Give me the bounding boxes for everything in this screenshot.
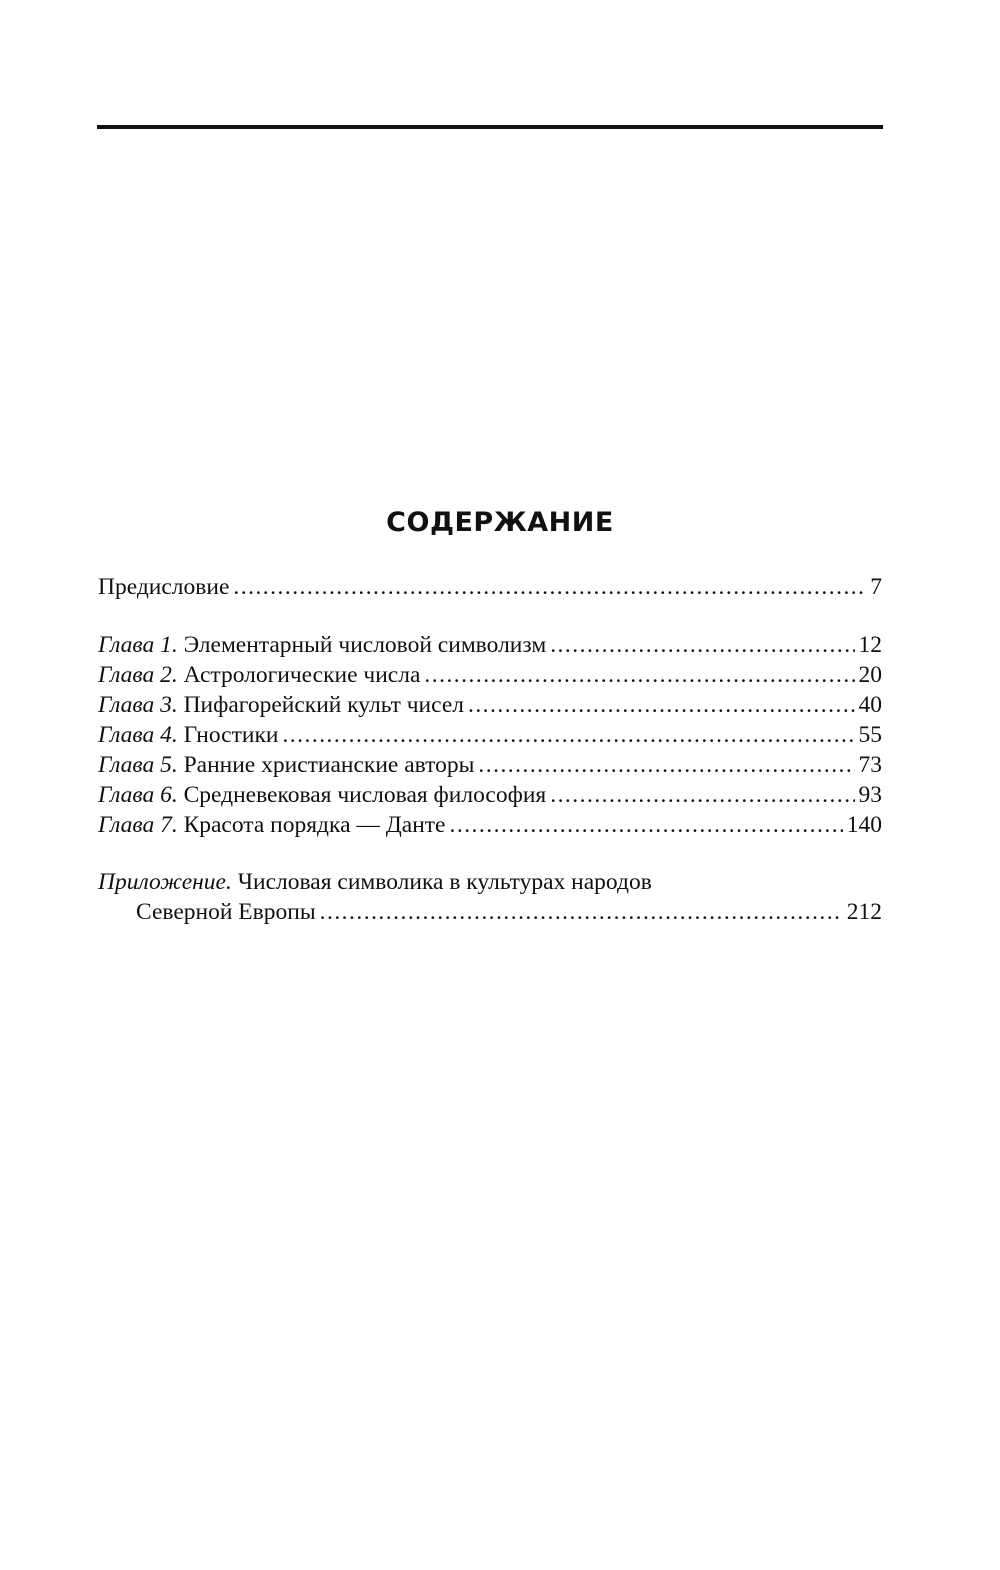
dot-leader (233, 572, 866, 602)
chapter-title: Элементарный числовой символизм (183, 632, 547, 658)
toc-page-number: 55 (858, 722, 882, 748)
toc-entry-label: Предисловие (98, 574, 230, 600)
toc-page-number: 40 (858, 692, 882, 718)
chapter-prefix: Глава 3. (98, 692, 178, 718)
page-title: СОДЕРЖАНИЕ (386, 507, 614, 538)
toc-page-number: 140 (846, 812, 882, 838)
dot-leader (468, 690, 855, 720)
toc-entry-chapter-7[interactable] (98, 810, 882, 840)
toc-entry-preface[interactable] (98, 572, 882, 602)
dot-leader (424, 660, 854, 690)
chapter-title: Гностики (183, 722, 279, 748)
toc-entry-chapter-1[interactable] (98, 630, 882, 660)
toc-entry-chapter-3[interactable] (98, 690, 882, 720)
chapter-prefix: Глава 5. (98, 752, 178, 778)
toc-page-number: 20 (858, 662, 882, 688)
toc-entry-chapter-2[interactable] (98, 660, 882, 690)
dot-leader (550, 630, 854, 660)
toc-page-number: 12 (858, 632, 882, 658)
toc-entry-chapter-5[interactable] (98, 750, 882, 780)
top-rule (97, 125, 883, 129)
chapter-title: Астрологические числа (183, 662, 421, 688)
chapter-title: Средневековая числовая философия (183, 782, 547, 808)
toc-entry-chapter-6[interactable] (98, 780, 882, 810)
table-of-contents (98, 572, 882, 927)
appendix-prefix: Приложение. (98, 869, 232, 895)
appendix-title-line1: Числовая символика в культурах народов (237, 869, 652, 895)
chapter-prefix: Глава 1. (98, 632, 178, 658)
dot-leader (450, 810, 843, 840)
dot-leader (282, 720, 854, 750)
chapter-title: Пифагорейский культ чисел (183, 692, 464, 718)
appendix-title-line2: Северной Европы (136, 899, 316, 925)
chapter-title: Ранние христианские авторы (183, 752, 475, 778)
chapter-title: Красота порядка — Данте (183, 812, 446, 838)
toc-page-number: 212 (846, 899, 882, 925)
toc-page-number: 73 (858, 752, 882, 778)
toc-page-number: 93 (858, 782, 882, 808)
dot-leader (320, 897, 843, 927)
toc-page-number: 7 (870, 574, 882, 600)
toc-entry-chapter-4[interactable] (98, 720, 882, 750)
dot-leader (550, 780, 854, 810)
toc-entry-appendix[interactable] (98, 867, 882, 927)
chapter-prefix: Глава 6. (98, 782, 178, 808)
chapter-prefix: Глава 7. (98, 812, 178, 838)
chapter-prefix: Глава 2. (98, 662, 178, 688)
chapter-prefix: Глава 4. (98, 722, 178, 748)
dot-leader (478, 750, 854, 780)
